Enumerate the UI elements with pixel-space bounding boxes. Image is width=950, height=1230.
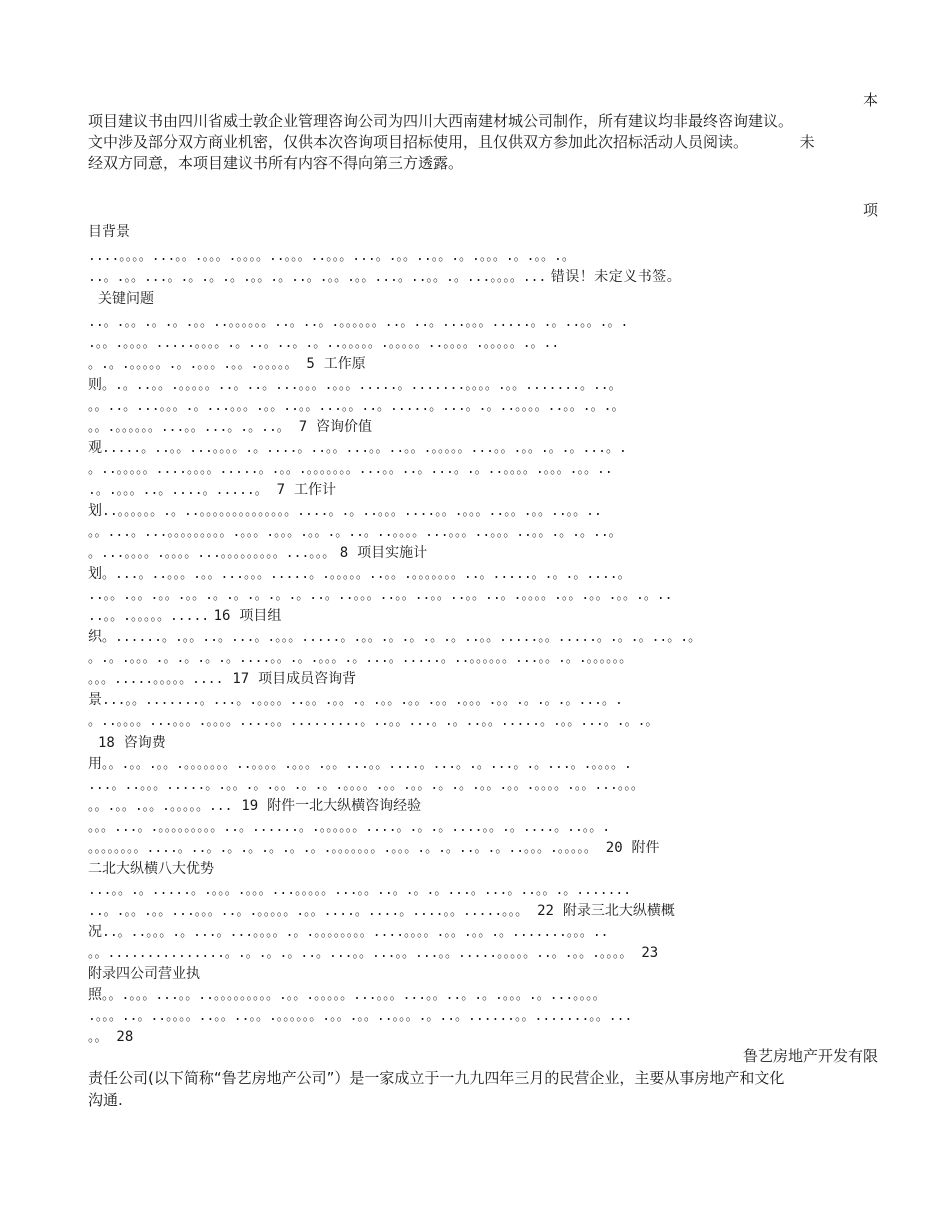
toc-entry-6b: [88, 585, 878, 606]
toc-entry-5: [88, 501, 878, 522]
toc-entry-7b: [88, 648, 878, 669]
toc-page-2: 5: [306, 356, 315, 372]
toc-title-7a: 项目组: [239, 608, 282, 624]
toc-entry-3c: [88, 417, 878, 438]
toc-entry-3b: [88, 396, 878, 417]
toc-dots: .。。。..。..。。。。..。。..。。.。。。。。。.。。.。。..。。。.。..。......。。.......。。...: [88, 1009, 633, 1024]
toc-title-4a: 咨询价值: [316, 419, 373, 435]
toc-entry-2: [88, 312, 878, 333]
toc-dots: 。...。..。。。.。。...。。。.....。.。。。。。..。。.。。。。。。。..。.....。.。.。....。: [102, 567, 631, 582]
toc-dots: ..。。。。。。.。..。。。。。。。。。。。。。。....。.。..。。。....。。.。。。..。。.。。..。。..: [102, 504, 602, 519]
toc-dots: .....。..。。...。。。。.。....。..。。...。。..。。.。。。。。...。。.。。.。.。...。.: [102, 441, 627, 456]
intro-line-3: 沟通.: [88, 1091, 123, 1109]
disclaimer-line-2: [88, 132, 878, 153]
toc-dots: 。.。..。。.。。。。。..。..。...。。。.。。。.....。.......。。。。.。。.......。..。: [102, 378, 622, 393]
toc-entry-12b: [88, 943, 878, 964]
toc-title-5b: 划: [88, 503, 102, 519]
toc-dots: 。..。。。。...。。。.。。。。....。。.........。..。。...。.。..。。.....。.。。...。.。.。: [88, 714, 659, 729]
toc-dots: ...。。.......。...。.。。。。..。。.。。.。.。。.。。.。。.。。。.。。.。.。.。...。.: [102, 693, 623, 708]
toc-page-1: 错误！未定义书签。: [550, 269, 682, 285]
toc-entry-11b: [88, 901, 878, 922]
toc-page-10: 20: [605, 840, 623, 856]
intro-line-1: 鲁艺房地产开发有限: [742, 1047, 878, 1065]
toc-page-9: 19: [241, 798, 259, 814]
toc-entry-8c: [88, 733, 888, 754]
toc-dots: ..。。.。。。。。.....: [88, 609, 210, 624]
toc-page-4: 7: [276, 482, 286, 498]
toc-entry-7c: [88, 669, 878, 690]
toc-entry-11: [88, 880, 878, 901]
toc-entry-4b: [88, 459, 878, 480]
toc-dots: 。.。.。。。。。.。.。。。.。。.。。。。。: [88, 357, 298, 372]
toc-entry-8b: [88, 711, 878, 732]
toc-dots: 。.。.。。。.。.。.。.。....。。.。.。。。.。...。.....。..。。。。。。...。。.。.。。。。。。: [88, 651, 633, 666]
toc-entry-5c: [88, 543, 878, 564]
toc-entry-2b: [88, 333, 878, 354]
toc-lead: 项: [862, 201, 878, 219]
toc-page-3: 7: [298, 419, 308, 435]
toc-title-12a: 附录三北大纵横概: [562, 903, 675, 919]
toc-title-13a: 附录四公司营业执: [88, 966, 200, 982]
toc-dots: ..。.。。...。.。.。.。.。。.。..。.。。.。。...。..。。.。...。。。。...: [88, 270, 547, 285]
toc-entry-12: [88, 922, 878, 943]
toc-dots: 。。..。...。。。.。...。。。.。。..。。...。。..。.....。...。.。..。。。。..。。.。.。: [88, 399, 625, 414]
toc-entry-13c: [88, 1027, 878, 1048]
toc-entry-4: [88, 438, 878, 459]
toc-title-5a: 工作计: [294, 482, 336, 498]
toc-title-11b: 二北大纵横八大优势: [88, 861, 214, 877]
toc-dots: 。。...............。.。.。.。..。...。。...。。...。。.....。。。。。..。.。。.。。。。: [88, 946, 633, 961]
toc-dots: ...。。.。.....。.。。。.。。。...。。。。。...。。..。.。.。...。...。..。。.。.......: [88, 883, 632, 898]
toc-title-13b: 照: [88, 987, 102, 1003]
toc-dots: 。。。。。。。。....。..。.。.。.。.。.。.。。。。。。。.。。。.。.。..。.。..。。。.。。。。。: [88, 841, 597, 856]
toc-entry-13b: [88, 1006, 878, 1027]
toc-title-8a: 项目成员咨询背: [258, 671, 357, 687]
toc-entry-1: [88, 246, 878, 267]
toc-title-12b: 况: [88, 924, 102, 940]
toc-entry-7: [88, 627, 878, 648]
toc-dots: ..。。.。。.。。.。。.。.。.。.。.。..。..。。。..。。..。。..。。..。.。。。。.。。.。。.。。.。..: [88, 588, 673, 603]
toc-entry-4c: [88, 480, 878, 501]
toc-title-9a: 咨询费: [123, 735, 166, 751]
toc-entry-3: [88, 375, 878, 396]
toc-title-1: 目背景: [88, 224, 130, 240]
toc-entry-5b: [88, 522, 878, 543]
toc-dots: .。.。。。..。....。.....。: [88, 483, 268, 498]
toc-page-11: 22: [537, 903, 554, 919]
toc-entry-10b: [88, 838, 878, 859]
toc-dots: 。。: [88, 1030, 108, 1045]
toc-entry-13: [88, 985, 878, 1006]
toc-page-5: 8: [339, 545, 349, 561]
toc-dots: 。。.。。.。。.。。。。。...: [88, 799, 233, 814]
toc-title-6b: 划: [88, 566, 102, 582]
toc-title-9b: 用: [88, 756, 102, 772]
toc-entry-9b: [88, 775, 878, 796]
toc-dots: 。。.。。。。。。...。。...。.。..。: [88, 420, 290, 435]
disclaimer-line-2-text: 文中涉及部分双方商业机密，仅供本次咨询项目招标使用，且仅供双方参加此次招标活动人员阅读。: [88, 133, 749, 151]
toc-dots: 。。。.....。。。。。....: [88, 672, 224, 687]
toc-dots: ...。..。。。.....。.。。.。.。。.。.。.。。。。.。。.。。.。.。.。。.。。.。。。。.。。...。。。: [88, 778, 644, 793]
toc-title-2: 关键问题: [98, 291, 154, 307]
toc-page-8: 18: [98, 735, 115, 751]
toc-page-13: 28: [116, 1029, 134, 1045]
toc-title-6a: 项目实施计: [357, 545, 428, 561]
toc-title-3b: 则: [88, 377, 102, 393]
toc-entry-9: [88, 754, 878, 775]
toc-entry-8: [88, 690, 878, 711]
toc-entry-2c: [88, 354, 878, 375]
toc-dots: ..。.。。.。。...。。。..。.。。。。。.。。....。....。....。。.....。。。: [88, 904, 529, 919]
toc-entry-9c: [88, 796, 878, 817]
toc-entry-6: [88, 564, 878, 585]
toc-page-7: 17: [232, 671, 250, 687]
toc-dots: 。..。。。。。....。。。。.....。.。。.。。。。。。。...。。..。...。.。..。。。。.。。。.。。..: [88, 462, 613, 477]
toc-dots: 。。.。。.。。.。。。。。。。..。。。。.。。。.。。...。。....。...。.。...。.。...。.。。。。.: [102, 757, 632, 772]
toc-entry-6c: [88, 606, 878, 627]
toc-dots: 。。。...。.。。。。。。。。。..。......。.。。。。。。....。.。.。....。。.。....。..。。.: [88, 820, 611, 835]
toc-dots: .。。.。。。。.....。。。。.。..。..。.。..。。。。。.。。。。。..。。。。.。。。。。.。..: [88, 336, 560, 351]
toc-dots: ..。..。。。.。...。...。。。。.。.。。。。。。。。....。。。。.。。.。。.。.......。。。..: [102, 925, 609, 940]
toc-title-4b: 观: [88, 440, 102, 456]
disclaimer-line-3: 经双方同意，本项目建议书所有内容不得向第三方透露。: [88, 154, 464, 172]
toc-title-8b: 景: [88, 692, 102, 708]
toc-page-6: 16: [213, 608, 231, 624]
disclaimer-lead: 本: [862, 91, 878, 109]
disclaimer-line-2-tail: 未: [799, 133, 815, 151]
toc-dots: 。......。.。。..。...。.。。。.....。.。。.。.。.。.。..。。.....。。.....。.。.。..。.。: [102, 630, 702, 645]
toc-title-3a: 工作原: [323, 356, 366, 372]
toc-dots: 。。...。...。。。。。。。。。.。。。.。。。.。。.。..。..。。。。...。。。..。。。..。。.。.。..。: [88, 525, 622, 540]
toc-entry-10: [88, 817, 878, 838]
toc-dots: ..。.。。.。.。.。。..。。。。。。..。..。.。。。。。。..。..。...。。。.....。.。..。。.。.: [88, 315, 629, 330]
toc-page-12: 23: [641, 945, 659, 961]
toc-title-11a: 附件: [631, 840, 660, 856]
toc-dots: ....。。。。...。。.。。。.。。。。..。。。..。。。...。.。。..。。.。.。。。.。.。。.。: [88, 249, 575, 264]
toc-entry-1b: [88, 267, 878, 288]
toc-title-7b: 织: [88, 629, 102, 645]
toc-dots: 。...。。。。.。。。。...。。。。。。。。。...。。。: [88, 546, 336, 561]
intro-line-2: 责任公司(以下简称“鲁艺房地产公司”）是一家成立于一九九四年三月的民营企业，主要从事房地产和文化: [88, 1069, 785, 1087]
toc-title-10: 附件一北大纵横咨询经验: [267, 798, 422, 814]
toc-dots: 。。.。。。...。。..。。。。。。。。。.。。.。。。。。...。。。...。。..。.。.。。。.。...。。。。: [102, 988, 606, 1003]
disclaimer-line-1: 项目建议书由四川省威士敦企业管理咨询公司为四川大西南建材城公司制作，所有建议均非最终咨询建议。: [88, 112, 794, 130]
